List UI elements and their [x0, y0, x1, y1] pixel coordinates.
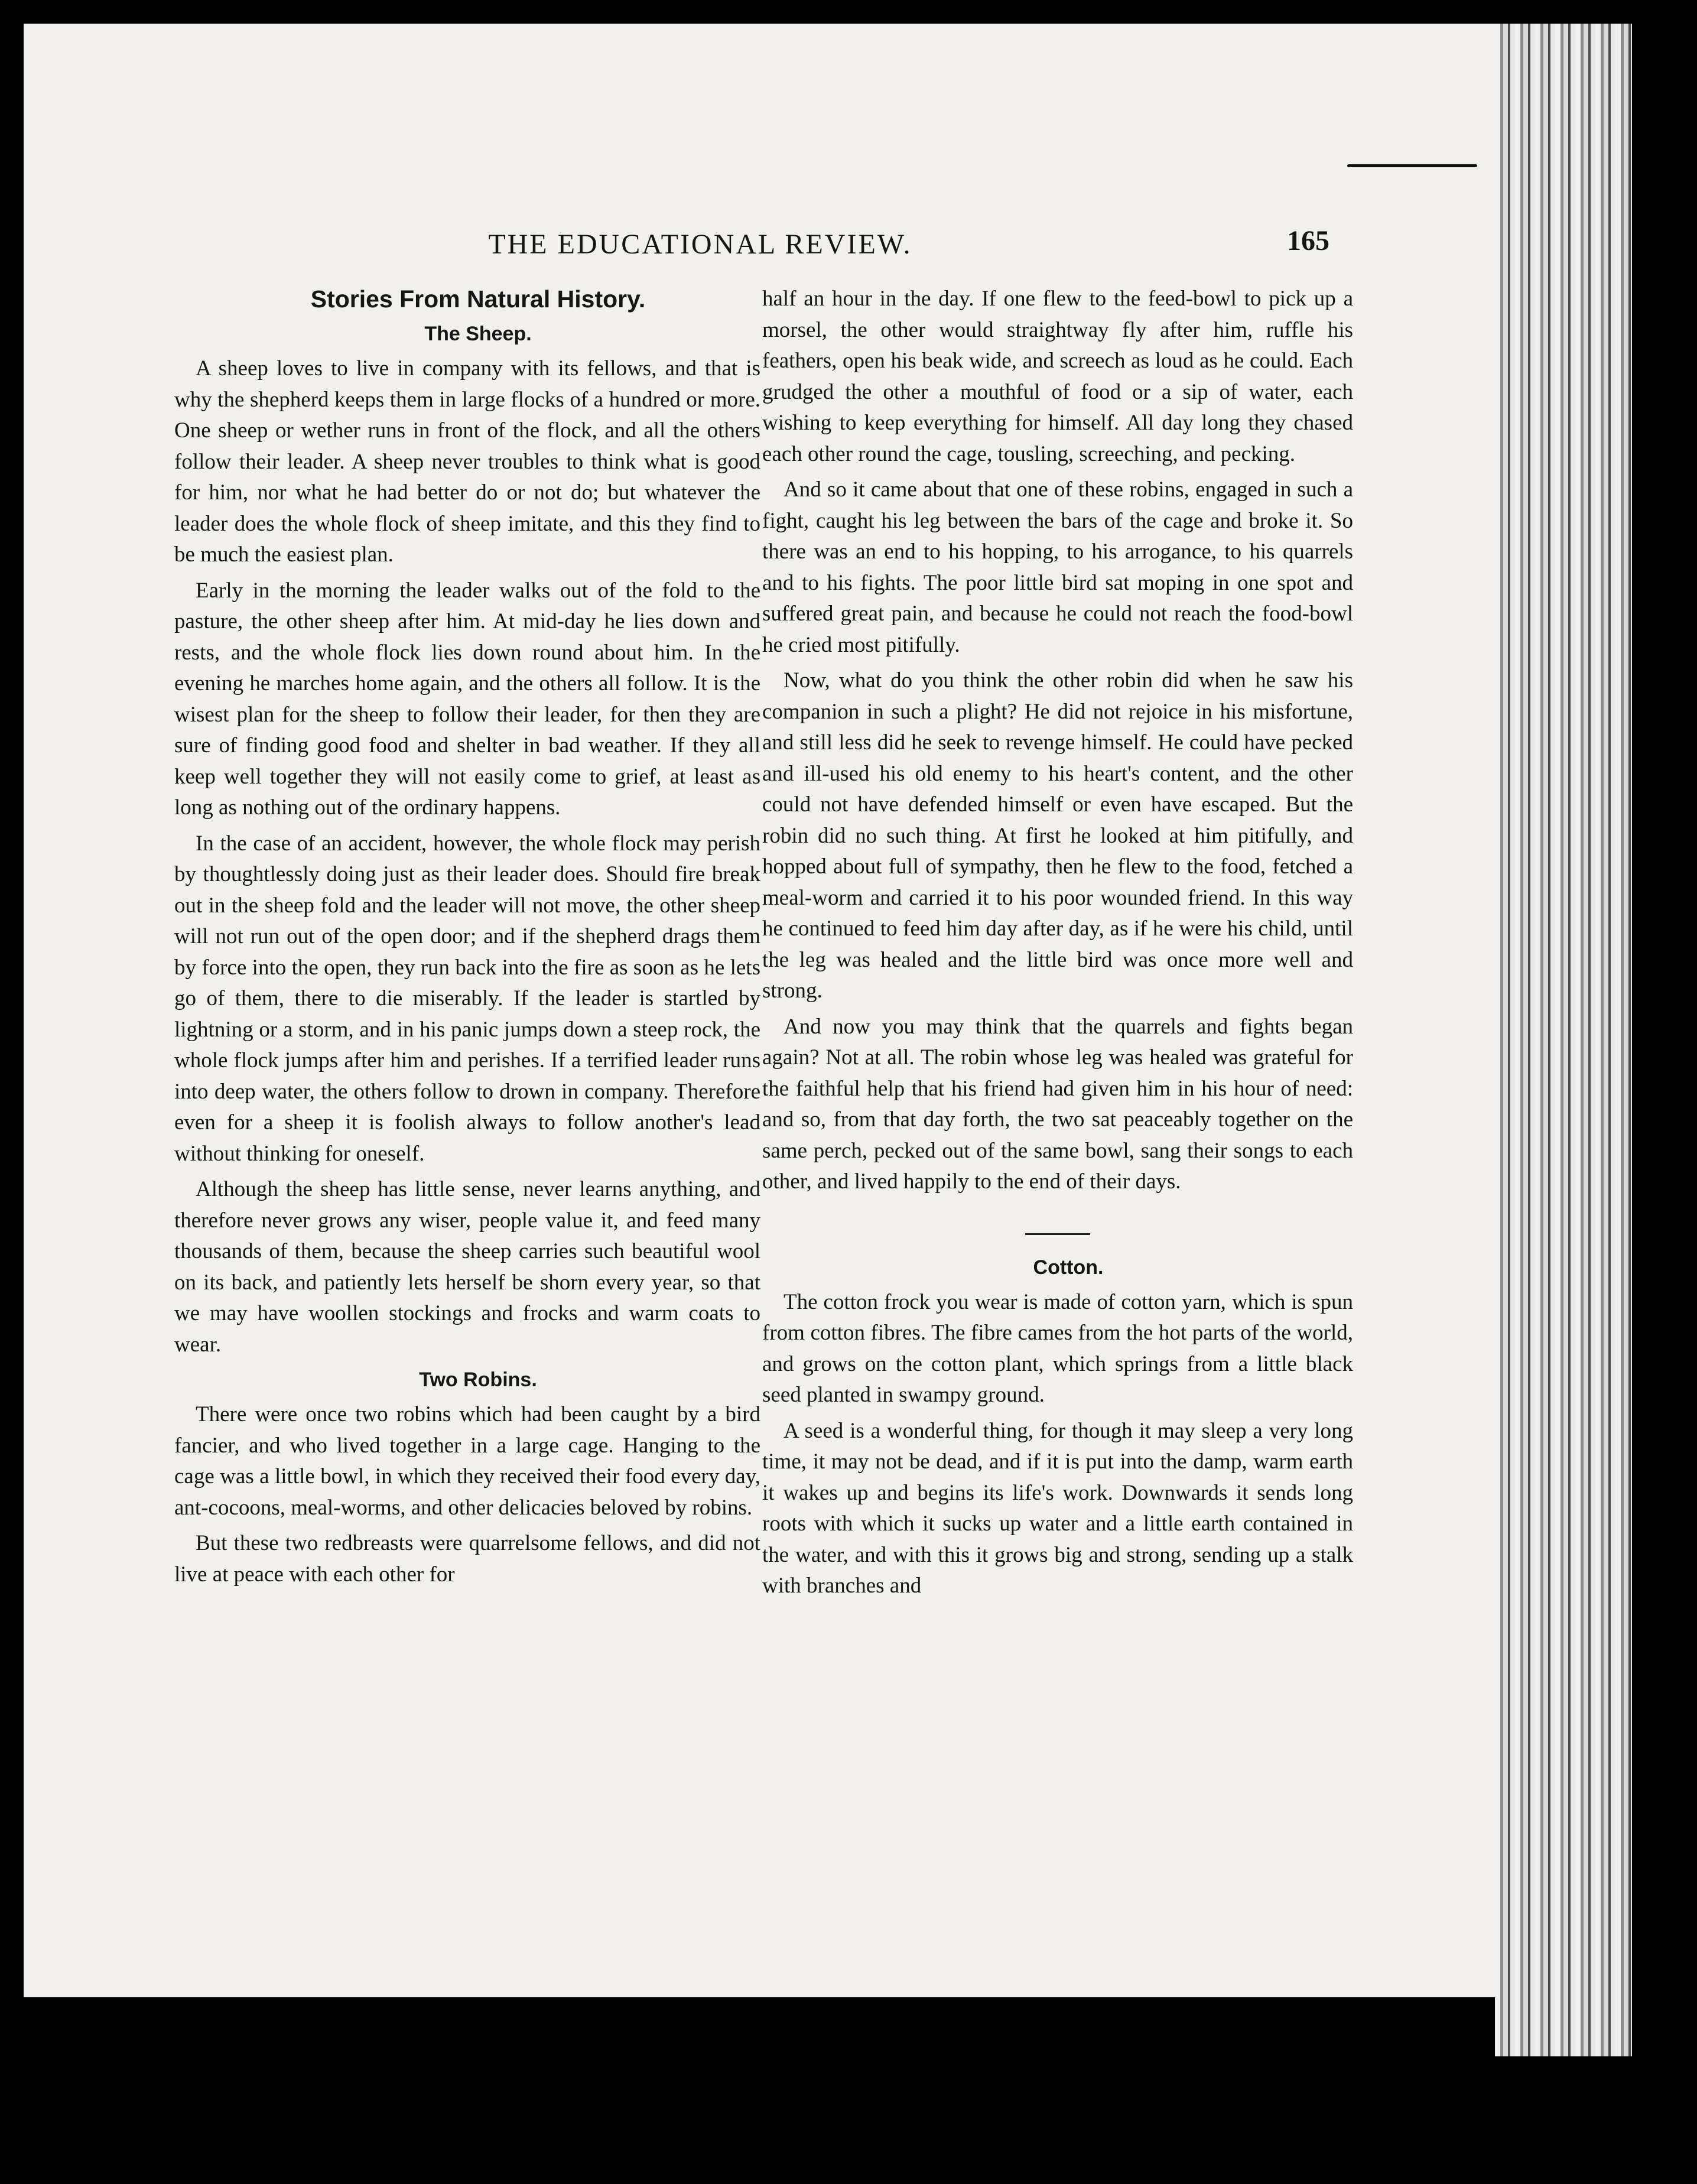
paragraph: And so it came about that one of these robins, engaged in such a fight, caught his leg between the bars of the cage and broke it. So there was an end to his hopping, to his arrogance, to his quarrels and to his fights. The poor little bird sat moping in one spot and suffered great pain, and because he could not reach the food-bowl he cried most pitifully. — [762, 477, 1353, 657]
paragraph: There were once two robins which had been caught by a bird fancier, and who lived together in a large cage. Hanging to the cage was a little bowl, in which they received their food every day, ant-cocoons, meal-worms, and other delicacies beloved by robins. — [174, 1402, 760, 1520]
paragraph: In the case of an accident, however, the whole flock may perish by thoughtlessly doing just as their leader does. Should fire break out in the sheep fold and the leader will not move, the other sheep will not run out of the open door; and if the shepherd drags them by force into the open, they run back into the fire as soon as he lets go of them, there to die miserably. If the leader is startled by lightning or a storm, and in his panic jumps down a steep rock, the whole flock jumps after him and perishes. If a terrified leader runs into deep water, the others follow to drown in company. Therefore even for a sheep it is foolish always to follow another's lead without thinking for oneself. — [174, 831, 760, 1166]
page-scan — [24, 24, 1495, 1997]
right-column — [762, 284, 1353, 1607]
paragraph: Early in the morning the leader walks out of the fold to the pasture, the other sheep after him. At mid-day he lies down and rests, and the whole flock lies down round about him. In the evening he marches home again, and the others all follow. It is the wisest plan for the sheep to follow their leader, for then they are sure of finding good food and shelter in bad weather. If they all keep well together they will not easily come to grief, at least as long as nothing out of the ordinary happens. — [174, 578, 760, 820]
ink-mark — [1347, 164, 1477, 167]
paragraph-continued: half an hour in the day. If one flew to the feed-bowl to pick up a morsel, the other would straightway fly after him, ruffle his feathers, open his beak wide, and screech as loud as he could. Each grudged the other a mouthful of food or a sip of water, each wishing to keep everything for himself. All day long they chased each other round the cage, tousling, screeching, and pecking. — [762, 287, 1353, 466]
paragraph: Now, what do you think the other robin did when he saw his companion in such a plight? He did not rejoice in his misfortune, and still less did he seek to revenge himself. He could have pecked and ill-used his old enemy to his heart's content, and the other could not have defended himself or even have escaped. But the robin did no such thing. At first he looked at him pitifully, and hopped about full of sympathy, then he flew to the food, fetched a meal-worm and carried it to his poor wounded friend. In this way he continued to feed him day after day, as if he were his child, until the leg was healed and the little bird was once more well and strong. — [762, 668, 1353, 1003]
page-number: 165 — [1287, 225, 1329, 256]
left-column — [174, 284, 760, 1595]
section-heading-sheep: The Sheep. — [424, 323, 532, 345]
paragraph: The cotton frock you wear is made of cotton yarn, which is spun from cotton fibres. The fibre cames from the hot parts of the world, and grows on the cotton plant, which springs from a little black seed planted in swampy ground. — [762, 1289, 1353, 1407]
paragraph: A sheep loves to live in company with its fellows, and that is why the shepherd keeps them in large flocks of a hundred or more. One sheep or wether runs in front of the flock, and all the others follow their leader. A sheep never troubles to think what is good for him, nor what he had better do or not do; but whatever the leader does the whole flock of sheep imitate, and this they find to be much the easiest plan. — [174, 356, 760, 567]
section-divider — [1025, 1233, 1090, 1235]
running-title: THE EDUCATIONAL REVIEW. — [488, 229, 912, 260]
book-page-edges — [1495, 24, 1632, 2056]
paragraph: But these two redbreasts were quarrelsome fellows, and did not live at peace with each other for — [174, 1531, 760, 1587]
paragraph: And now you may think that the quarrels and fights began again? Not at all. The robin whose leg was healed was grateful for the faithful help that his friend had given him in his hour of need: and so, from that day forth, the two sat peaceably together on the same perch, pecked out of the same bowl, sang their songs to each other, and lived happily to the end of their days. — [762, 1014, 1353, 1194]
paragraph: Although the sheep has little sense, never learns anything, and therefore never grows any wiser, people value it, and feed many thousands of them, because the sheep carries such beautiful wool on its back, and patiently lets herself be shorn every year, so that we may have woollen stockings and frocks and warm coats to wear. — [174, 1177, 760, 1357]
paragraph: A seed is a wonderful thing, for though it may sleep a very long time, it may not be dead, and if it is put into the damp, warm earth it wakes up and begins its life's work. Downwards it sends long roots with which it sucks up water and a little earth contained in the water, and with this it grows big and strong, sending up a stalk with branches and — [762, 1418, 1353, 1598]
article-title: Stories From Natural History. — [310, 285, 646, 313]
section-heading-robins: Two Robins. — [419, 1369, 537, 1391]
section-heading-cotton: Cotton. — [1033, 1256, 1104, 1279]
